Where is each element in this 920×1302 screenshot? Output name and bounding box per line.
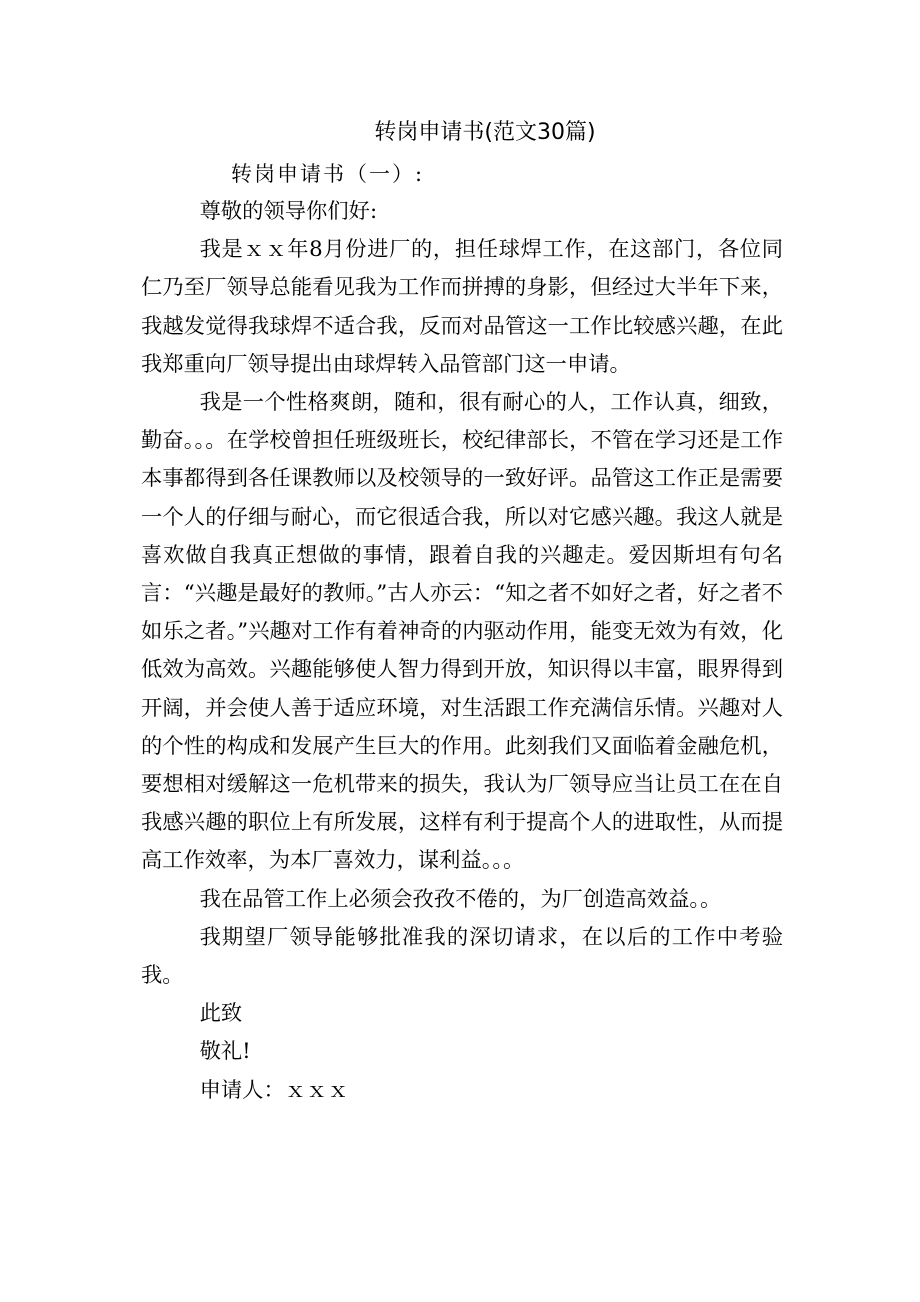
document-title: 转岗申请书(范文30篇) bbox=[374, 120, 596, 145]
document-subtitle: 转岗申请书（一）: bbox=[231, 162, 425, 186]
paragraph-1: 我是ｘｘ年8月份进厂的，担任球焊工作，在这部门，各位同仁乃至厂领导总能看见我为工作而拼搏的身影，但经过大半年下来，我越发觉得我球焊不适合我，反而对品管这一工作比较感兴趣，在此我郑重向厂领导提出由球焊转入品管部门这一申请。 bbox=[141, 237, 783, 377]
document-body bbox=[141, 193, 783, 1110]
paragraph-2: 我是一个性格爽朗，随和，很有耐心的人，工作认真，细致，勤奋。。。在学校曾担任班级班长，校纪律部长，不管在学习还是工作本事都得到各任课教师以及校领导的一致好评。品管这工作正是需要一个人的仔细与耐心，而它很适合我，所以对它感兴趣。我这人就是喜欢做自我真正想做的事情，跟着自我的兴趣走。爱因斯坦有句名言：“兴趣是最好的教师。”古人亦云：“知之者不如好之者，好之者不如乐之者。”兴趣对工作有着神奇的内驱动作用，能变无效为有效，化低效为高效。兴趣能够使人智力得到开放，知识得以丰富，眼界得到开阔，并会使人善于适应环境，对生活跟工作充满信乐情。兴趣对人的个性的构成和发展产生巨大的作用。此刻我们又面临着金融危机，要想相对缓解这一危机带来的损失，我认为厂领导应当让员工在在自我感兴趣的职位上有所发展，这样有利于提高个人的进取性，从而提高工作效率，为本厂喜效力，谋利益。。。 bbox=[141, 390, 783, 874]
closing-line-1: 此致 bbox=[199, 1001, 243, 1027]
salutation: 尊敬的领导你们好: bbox=[199, 199, 378, 224]
closing-line-2: 敬礼! bbox=[199, 1039, 251, 1065]
paragraph-3: 我在品管工作上必须会孜孜不倦的，为厂创造高效益。。 bbox=[199, 886, 722, 912]
paragraph-4: 我期望厂领导能够批准我的深切请求，在以后的工作中考验我。 bbox=[141, 924, 783, 989]
signature-line: 申请人：ｘｘｘ bbox=[199, 1077, 349, 1103]
